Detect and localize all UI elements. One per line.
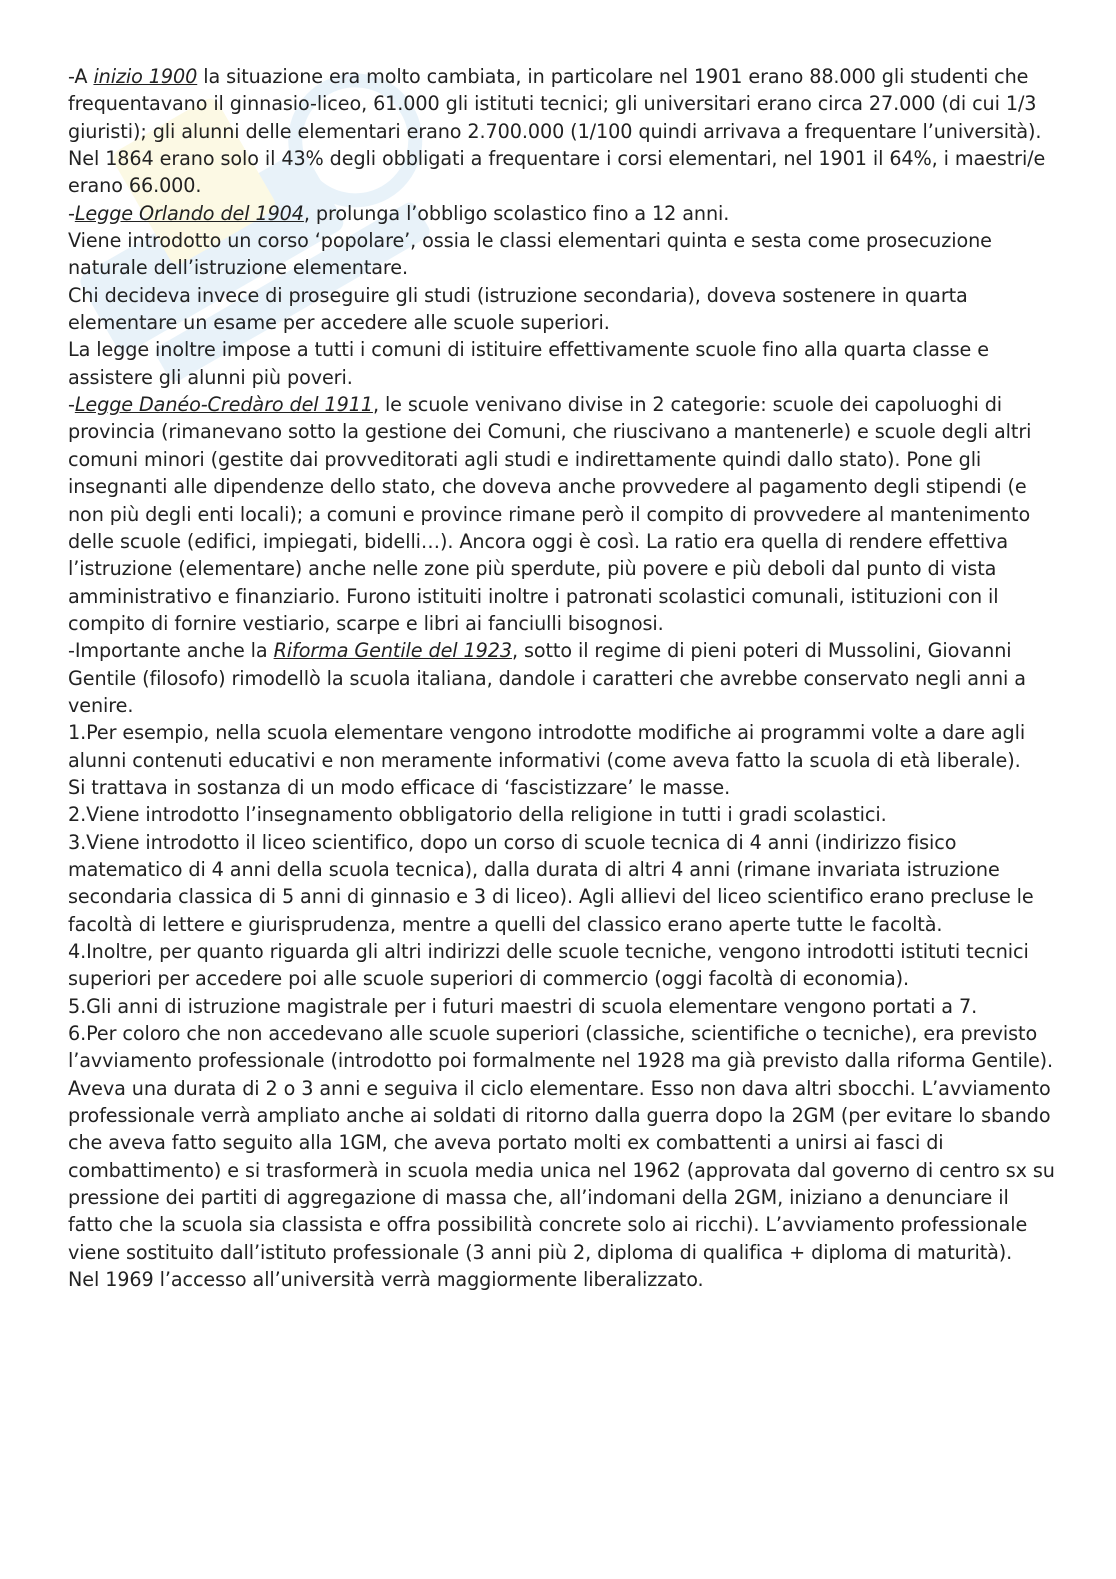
paragraph: 2.Viene introdotto l’insegnamento obbligatorio della religione in tutti i gradi scolastici. — [68, 803, 887, 827]
paragraph: 6.Per coloro che non accedevano alle scuole superiori (classiche, scientifiche o tecniche), era previsto l’avviamento professionale (introdotto poi formalmente nel 1928 ma già previsto dalla riforma Gentile). Aveva una durata di 2 o 3 anni e seguiva il ciclo elementare. Esso non dava altri sbocchi. L’avviamento professionale verrà ampliato anche ai soldati di ritorno dalla guerra dopo la 2GM (per evitare lo sbando che aveva fatto seguito alla 1GM, che aveva portato molti ex combattenti a unirsi ai fasci di combattimento) e si trasformerà in scuola media unica nel 1962 (approvata dal governo di centro sx su pressione dei partiti di aggregazione di massa che, all’indomani della 2GM, iniziano a denunciare il fatto che la scuola sia classista e offra possibilità concrete solo ai ricchi). L’avviamento professionale viene sostituito dall’istituto professionale (3 anni più 2, diploma di qualifica + diploma di maturità). — [68, 1022, 1055, 1264]
paragraph: Nel 1864 erano solo il 43% degli obbligati a frequentare i corsi elementari, nel 1901 il 64%, i maestri/e erano 66.000. — [68, 147, 1046, 198]
paragraph: Nel 1969 l’accesso all’università verrà maggiormente liberalizzato. — [68, 1268, 704, 1292]
paragraph: La legge inoltre impose a tutti i comuni di istituire effettivamente scuole fino alla quarta classe e assistere gli alunni più poveri. — [68, 338, 989, 389]
paragraph: Chi decideva invece di proseguire gli studi (istruzione secondaria), doveva sostenere in quarta elementare un esame per accedere alle scuole superiori. — [68, 283, 968, 335]
paragraph: 4.Inoltre, per quanto riguarda gli altri indirizzi delle scuole tecniche, vengono introdotti istituti tecnici superiori per accedere poi alle scuole superiori di commercio (oggi facoltà di economia). — [68, 940, 1029, 991]
paragraph: -Legge Danéo-Credàro del 1911, le scuole venivano divise in 2 categorie: scuole dei capoluoghi di provincia (rimanevano sotto la gestione dei Comuni, che riuscivano a mantenerle) e scuole degli altri comuni minori (gestite dai provveditorati agli studi e indirettamente quindi dallo stato). Pone gli insegnanti alle dipendenze dello stato, che doveva anche provvedere al pagamento degli stipendi (e non più degli enti locali); a comuni e province rimane però il compito di provvedere al mantenimento delle scuole (edifici, impiegati, bidelli…). Ancora oggi è così. La ratio era quella di rendere effettiva l’istruzione (elementare) anche nelle zone più sperdute, più povere e più deboli dal punto di vista amministrativo e finanziario. Furono istituiti inoltre i patronati scolastici comunali, istituzioni con il compito di fornire vestiario, scarpe e libri ai fanciulli bisognosi. — [68, 393, 1032, 635]
paragraph: -Legge Orlando del 1904, prolunga l’obbligo scolastico fino a 12 anni. — [68, 201, 730, 225]
paragraph: 5.Gli anni di istruzione magistrale per i futuri maestri di scuola elementare vengono portati a 7. — [68, 994, 978, 1018]
document-page — [68, 63, 1058, 1293]
paragraph: -A inizio 1900 la situazione era molto cambiata, in particolare nel 1901 erano 88.000 gli studenti che frequentavano il ginnasio-liceo, 61.000 gli istituti tecnici; gli universitari erano circa 27.000 (di cui 1/3 giuristi); gli alunni delle elementari erano 2.700.000 (1/100 quindi arrivava a frequentare l’università). — [68, 65, 1042, 143]
paragraph: Si trattava in sostanza di un modo efficace di ‘fascistizzare’ le masse. — [68, 775, 731, 799]
paragraph: Viene introdotto un corso ‘popolare’, ossia le classi elementari quinta e sesta come prosecuzione naturale dell’istruzione elementare. — [68, 229, 992, 280]
section-heading-link: inizio 1900 — [93, 65, 198, 88]
paragraph: 3.Viene introdotto il liceo scientifico, dopo un corso di scuole tecnica di 4 anni (indirizzo fisico matematico di 4 anni della scuola tecnica), dalla durata di altri 4 anni (rimane invariata istruzione secondaria classica di 5 anni di ginnasio e 3 di liceo). Agli allievi del liceo scientifico erano precluse le facoltà di lettere e giurisprudenza, mentre a quelli del classico erano aperte tutte le facoltà. — [68, 830, 1034, 936]
section-heading-link: Legge Orlando del 1904 — [74, 201, 304, 225]
section-heading-link: Legge Danéo-Credàro del 1911 — [74, 393, 373, 417]
paragraph: -Importante anche la Riforma Gentile del 1923, sotto il regime di pieni poteri di Mussolini, Giovanni Gentile (filosofo) rimodellò la scuola italiana, dandole i caratteri che avrebbe conservato negli anni a venire. — [68, 639, 1026, 717]
section-heading-link: Riforma Gentile del 1923 — [273, 639, 512, 663]
paragraph: 1.Per esempio, nella scuola elementare vengono introdotte modifiche ai programmi volte a dare agli alunni contenuti educativi e non meramente informativi (come aveva fatto la scuola di età liberale). — [68, 721, 1026, 772]
